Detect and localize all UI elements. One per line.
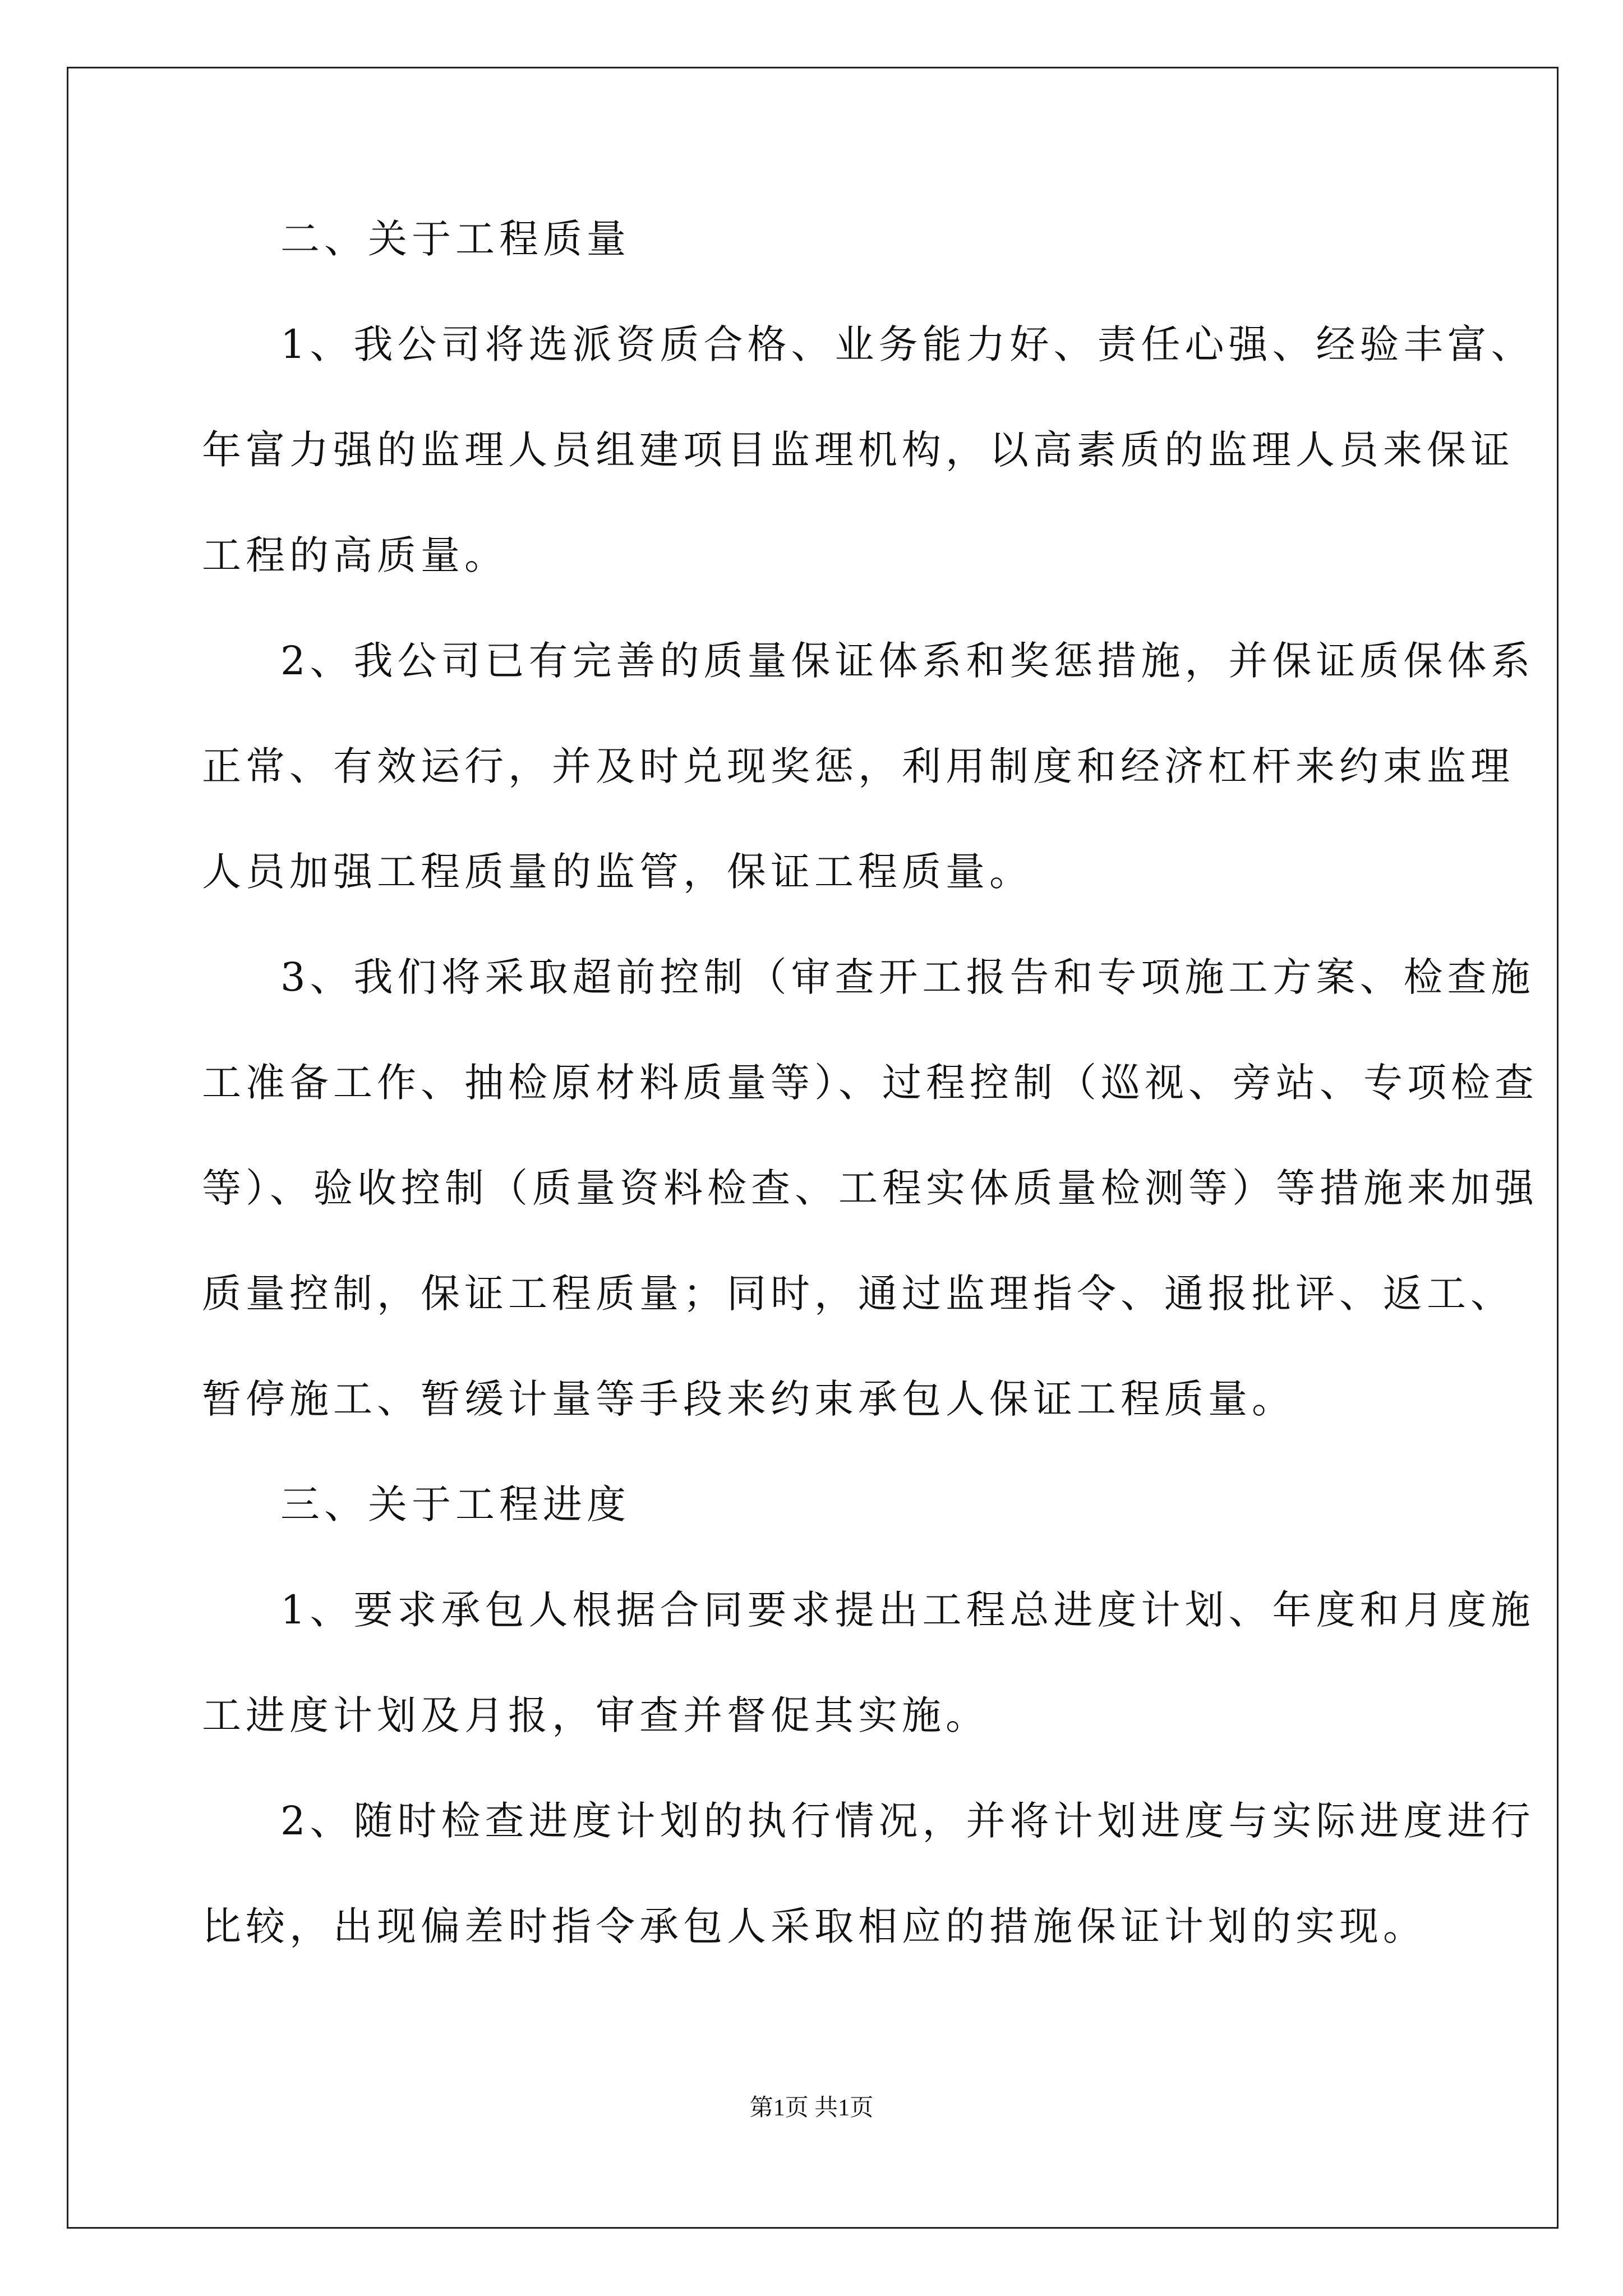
paragraph-line: 质量控制，保证工程质量；同时，通过监理指令、通报批评、返工、 bbox=[202, 1271, 1514, 1317]
paragraph-line: 等）、验收控制（质量资料检查、工程实体质量检测等）等措施来加强 bbox=[202, 1165, 1538, 1211]
paragraph-line: 1、要求承包人根据合同要求提出工程总进度计划、年度和月度施 bbox=[280, 1587, 1535, 1633]
section-heading-quality: 二、关于工程质量 bbox=[280, 216, 630, 262]
paragraph-line: 工程的高质量。 bbox=[202, 532, 508, 578]
paragraph-line: 2、我公司已有完善的质量保证体系和奖惩措施，并保证质保体系 bbox=[280, 638, 1535, 684]
section-heading-schedule: 三、关于工程进度 bbox=[280, 1481, 630, 1527]
paragraph-line: 比较，出现偏差时指令承包人采取相应的措施保证计划的实现。 bbox=[202, 1903, 1427, 1949]
paragraph-line: 正常、有效运行，并及时兑现奖惩，利用制度和经济杠杆来约束监理 bbox=[202, 743, 1514, 789]
paragraph-line: 工准备工作、抽检原材料质量等）、过程控制（巡视、旁站、专项检查 bbox=[202, 1060, 1538, 1106]
paragraph-line: 工进度计划及月报，审查并督促其实施。 bbox=[202, 1692, 989, 1738]
paragraph-line: 3、我们将采取超前控制（审查开工报告和专项施工方案、检查施 bbox=[280, 954, 1535, 1000]
paragraph-line: 年富力强的监理人员组建项目监理机构，以高素质的监理人员来保证 bbox=[202, 427, 1514, 473]
paragraph-line: 2、随时检查进度计划的执行情况，并将计划进度与实际进度进行 bbox=[280, 1798, 1535, 1844]
paragraph-line: 暂停施工、暂缓计量等手段来约束承包人保证工程质量。 bbox=[202, 1376, 1295, 1422]
page-number: 第1页 共1页 bbox=[749, 2095, 874, 2121]
paragraph-line: 人员加强工程质量的监管，保证工程质量。 bbox=[202, 849, 1033, 895]
paragraph-line: 1、我公司将选派资质合格、业务能力好、责任心强、经验丰富、 bbox=[280, 321, 1535, 367]
